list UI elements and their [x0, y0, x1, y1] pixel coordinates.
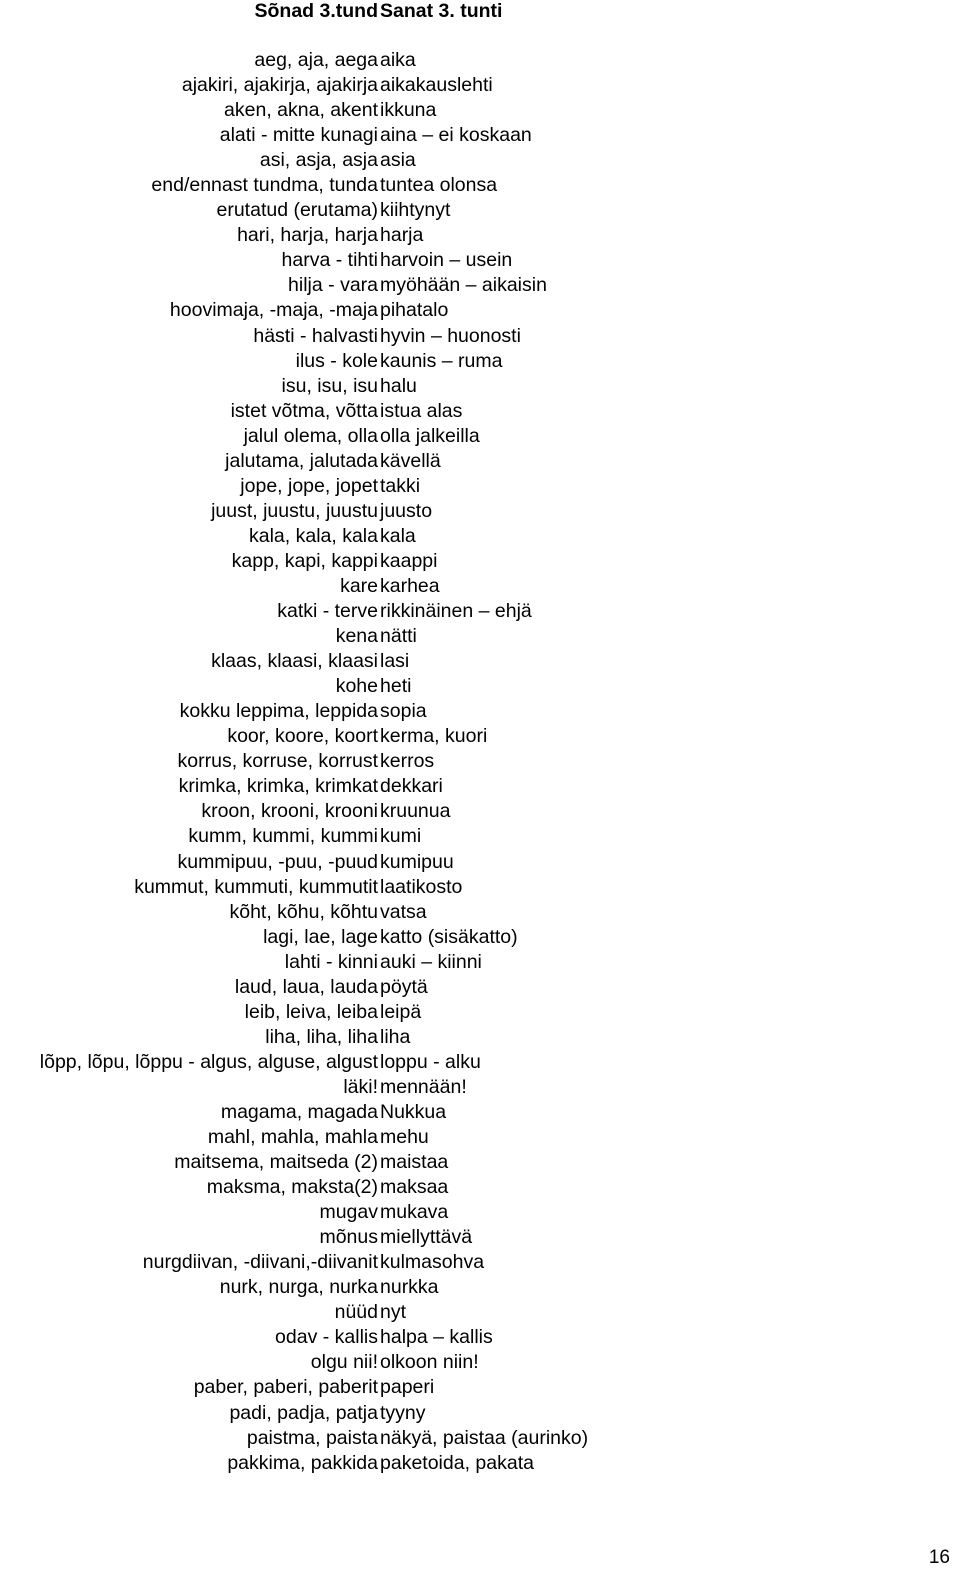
finnish-translation: istua alas [380, 399, 463, 422]
estonian-word: mahl, mahla, mahla [207, 1126, 378, 1149]
estonian-word: nurgdiivan, -diivani,-diivanit [142, 1251, 378, 1274]
finnish-translation: Nukkua [380, 1100, 447, 1123]
vocab-row [0, 148, 960, 173]
finnish-translation: mehu [380, 1126, 429, 1149]
vocab-row [0, 1175, 960, 1200]
vocab-row [0, 1225, 960, 1250]
vocab-row [0, 875, 960, 900]
vocab-row [0, 374, 960, 399]
estonian-word: laud, laua, lauda [234, 975, 378, 998]
finnish-translation: olla jalkeilla [380, 424, 480, 447]
finnish-translation: kulmasohva [380, 1251, 485, 1274]
header-finnish-title: Sanat 3. tunti [380, 0, 503, 22]
finnish-translation: myöhään – aikaisin [380, 274, 547, 297]
finnish-translation: kaappi [380, 549, 438, 572]
finnish-translation: karhea [380, 574, 440, 597]
vocab-row [0, 173, 960, 198]
vocab-row [0, 1075, 960, 1100]
page-header [0, 0, 960, 30]
vocab-row [0, 649, 960, 674]
finnish-translation: aika [380, 49, 416, 71]
vocab-row [0, 950, 960, 975]
finnish-translation: asia [380, 149, 416, 172]
estonian-word: odav - kallis [275, 1326, 378, 1349]
finnish-translation: katto (sisäkatto) [380, 925, 518, 948]
finnish-translation: dekkari [380, 775, 443, 798]
finnish-translation: mukava [380, 1201, 449, 1224]
finnish-translation: laatikosto [380, 875, 463, 898]
estonian-word: magama, magada [220, 1100, 378, 1123]
finnish-translation: halu [380, 374, 417, 397]
finnish-translation: paperi [380, 1376, 435, 1399]
estonian-word: ajakiri, ajakirja, ajakirja [181, 74, 378, 97]
finnish-translation: aina – ei koskaan [380, 124, 532, 147]
vocab-row [0, 850, 960, 875]
header-estonian-title: Sõnad 3.tund [254, 0, 378, 22]
estonian-word: kohe [335, 675, 378, 698]
estonian-word: läki! [343, 1075, 378, 1098]
vocab-row [0, 799, 960, 824]
finnish-translation: kaunis – ruma [380, 349, 503, 372]
estonian-word: jalul olema, olla [243, 424, 378, 447]
estonian-word: kumm, kummi, kummi [188, 825, 378, 848]
finnish-translation: nätti [380, 625, 417, 648]
estonian-word: maitsema, maitseda (2) [174, 1151, 378, 1174]
vocab-row [0, 1000, 960, 1025]
vocab-row [0, 925, 960, 950]
estonian-word: aken, akna, akent [224, 99, 378, 122]
estonian-word: jope, jope, jopet [240, 474, 378, 497]
finnish-translation: tuntea olonsa [380, 174, 498, 197]
vocab-row [0, 449, 960, 474]
vocab-row [0, 298, 960, 323]
vocab-row [0, 73, 960, 98]
estonian-word: mõnus [319, 1226, 378, 1249]
finnish-translation: kiihtynyt [380, 199, 451, 222]
finnish-translation: ikkuna [380, 99, 437, 122]
vocab-row [0, 324, 960, 349]
estonian-word: kala, kala, kala [249, 524, 378, 547]
vocab-row [0, 474, 960, 499]
vocab-row [0, 1125, 960, 1150]
estonian-word: kare [340, 574, 378, 597]
vocab-row [0, 223, 960, 248]
estonian-word: hoovimaja, -maja, -maja [169, 299, 378, 322]
vocab-row [0, 1325, 960, 1350]
vocabulary-list [0, 48, 960, 1476]
vocab-row [0, 774, 960, 799]
finnish-translation: leipä [380, 1000, 422, 1023]
finnish-translation: kala [380, 524, 416, 547]
finnish-translation: nyt [380, 1301, 407, 1324]
vocab-row [0, 549, 960, 574]
finnish-translation: kruunua [380, 800, 451, 823]
vocab-row [0, 1375, 960, 1400]
estonian-word: korrus, korruse, korrust [177, 750, 378, 773]
vocab-row [0, 975, 960, 1000]
finnish-translation: kerma, kuori [380, 725, 488, 748]
finnish-translation: vatsa [380, 900, 427, 923]
page-number: 16 [928, 1547, 950, 1568]
estonian-word: lõpp, lõpu, lõppu - algus, alguse, algust [39, 1050, 378, 1073]
vocab-row [0, 48, 960, 73]
finnish-translation: olkoon niin! [380, 1351, 479, 1374]
finnish-translation: liha [380, 1025, 411, 1048]
vocab-row [0, 1401, 960, 1426]
finnish-translation: näkyä, paistaa (aurinko) [380, 1426, 589, 1449]
finnish-translation: kumipuu [380, 850, 454, 873]
finnish-translation: pihatalo [380, 299, 449, 322]
finnish-translation: auki – kiinni [380, 950, 482, 973]
finnish-translation: sopia [380, 700, 427, 723]
vocab-row [0, 749, 960, 774]
vocab-row [0, 574, 960, 599]
vocab-row [0, 1100, 960, 1125]
estonian-word: nüüd [334, 1301, 378, 1324]
finnish-translation: kerros [380, 750, 435, 773]
estonian-word: mugav [319, 1201, 378, 1224]
finnish-translation: halpa – kallis [380, 1326, 493, 1349]
vocab-row [0, 273, 960, 298]
vocab-row [0, 674, 960, 699]
estonian-word: kapp, kapi, kappi [231, 549, 378, 572]
finnish-translation: kävellä [380, 449, 441, 472]
finnish-translation: rikkinäinen – ehjä [380, 600, 532, 623]
vocab-row [0, 599, 960, 624]
estonian-word: paistma, paista [246, 1426, 378, 1449]
estonian-word: padi, padja, patja [229, 1401, 378, 1424]
estonian-word: maksma, maksta(2) [206, 1176, 378, 1199]
estonian-word: hästi - halvasti [253, 324, 378, 347]
estonian-word: ilus - kole [295, 349, 378, 372]
estonian-word: kõht, kõhu, kõhtu [229, 900, 378, 923]
finnish-translation: kumi [380, 825, 422, 848]
estonian-word: isu, isu, isu [281, 374, 378, 397]
estonian-word: asi, asja, asja [259, 149, 378, 172]
estonian-word: juust, juustu, juustu [211, 499, 378, 522]
finnish-translation: aikakauslehti [380, 74, 493, 97]
estonian-word: lagi, lae, lage [263, 925, 378, 948]
finnish-translation: harvoin – usein [380, 249, 513, 272]
estonian-word: pakkima, pakkida [227, 1451, 378, 1474]
estonian-word: jalutama, jalutada [225, 449, 378, 472]
vocab-row [0, 1050, 960, 1075]
estonian-word: nurk, nurga, nurka [219, 1276, 378, 1299]
estonian-word: krimka, krimka, krimkat [178, 775, 378, 798]
estonian-word: kummipuu, -puu, -puud [177, 850, 378, 873]
vocab-row [0, 1300, 960, 1325]
vocab-row [0, 724, 960, 749]
finnish-translation: lasi [380, 650, 410, 673]
estonian-word: katki - terve [277, 600, 378, 623]
estonian-word: hari, harja, harja [237, 224, 378, 247]
vocab-row [0, 1150, 960, 1175]
finnish-translation: nurkka [380, 1276, 439, 1299]
finnish-translation: mennään! [380, 1075, 467, 1098]
estonian-word: hilja - vara [288, 274, 378, 297]
finnish-translation: maksaa [380, 1176, 449, 1199]
finnish-translation: loppu - alku [380, 1050, 481, 1073]
vocab-row [0, 98, 960, 123]
vocab-row [0, 524, 960, 549]
vocab-row [0, 824, 960, 849]
estonian-word: alati - mitte kunagi [219, 124, 378, 147]
vocab-row [0, 123, 960, 148]
estonian-word: istet võtma, võtta [230, 399, 378, 422]
finnish-translation: pöytä [380, 975, 428, 998]
estonian-word: erutatud (erutama) [216, 199, 378, 222]
estonian-word: aeg, aja, aega [254, 49, 378, 71]
estonian-word: harva - tihti [281, 249, 378, 272]
estonian-word: liha, liha, liha [265, 1025, 378, 1048]
vocab-row [0, 399, 960, 424]
vocab-row [0, 699, 960, 724]
finnish-translation: heti [380, 675, 412, 698]
estonian-word: klaas, klaasi, klaasi [211, 650, 378, 673]
vocab-row [0, 1451, 960, 1476]
vocab-row [0, 1350, 960, 1375]
finnish-translation: tyyny [380, 1401, 426, 1424]
vocab-row [0, 424, 960, 449]
estonian-word: kena [335, 625, 378, 648]
estonian-word: kummut, kummuti, kummutit [134, 875, 378, 898]
estonian-word: paber, paberi, paberit [193, 1376, 378, 1399]
finnish-translation: juusto [380, 499, 433, 522]
vocab-row [0, 1426, 960, 1451]
finnish-translation: hyvin – huonosti [380, 324, 521, 347]
estonian-word: olgu nii! [310, 1351, 378, 1374]
estonian-word: kroon, krooni, krooni [201, 800, 378, 823]
vocab-row [0, 349, 960, 374]
finnish-translation: maistaa [380, 1151, 449, 1174]
estonian-word: leib, leiva, leiba [244, 1000, 378, 1023]
estonian-word: end/ennast tundma, tunda [151, 174, 378, 197]
vocab-row [0, 624, 960, 649]
vocab-row [0, 248, 960, 273]
vocab-row [0, 1025, 960, 1050]
vocab-row [0, 198, 960, 223]
estonian-word: lahti - kinni [284, 950, 378, 973]
finnish-translation: paketoida, pakata [380, 1451, 534, 1474]
vocab-row [0, 499, 960, 524]
vocab-row [0, 1275, 960, 1300]
finnish-translation: miellyttävä [380, 1226, 473, 1249]
vocab-row [0, 1200, 960, 1225]
vocab-row [0, 900, 960, 925]
vocab-row [0, 1250, 960, 1275]
estonian-word: kokku leppima, leppida [179, 700, 378, 723]
finnish-translation: takki [380, 474, 421, 497]
estonian-word: koor, koore, koort [227, 725, 378, 748]
finnish-translation: harja [380, 224, 424, 247]
